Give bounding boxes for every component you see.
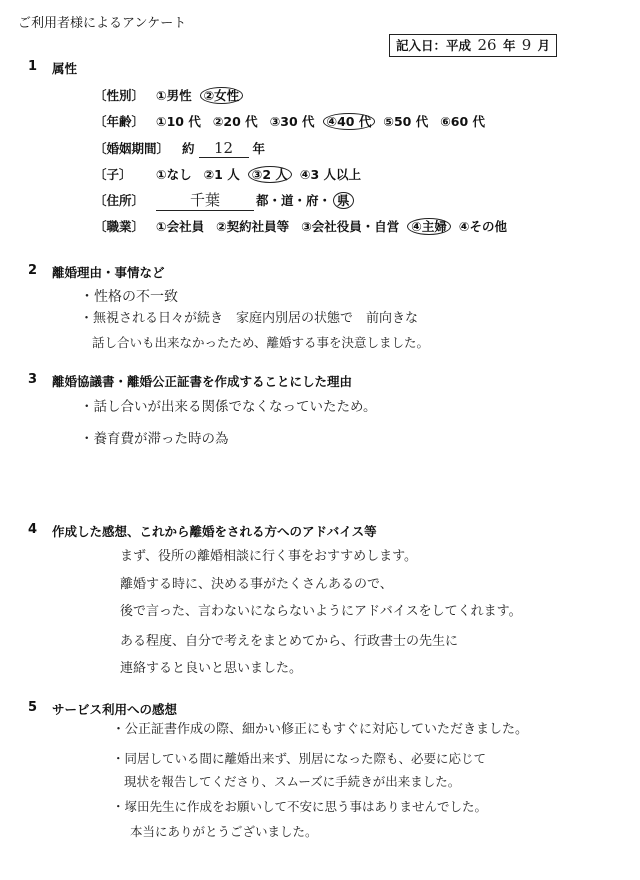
section5-line: ・同居している間に離婚出来ず、別居になった際も、必要に応じて	[112, 751, 487, 766]
section4-line: まず、役所の離婚相談に行く事をおすすめします。	[120, 549, 418, 564]
age-label: 〔年齢〕	[94, 114, 145, 129]
section5-number: 5	[28, 700, 38, 715]
address-prefecture: 千葉	[156, 189, 254, 211]
marriage-years: 12	[199, 139, 249, 158]
section5-line: ・公正証書作成の際、細かい修正にもすぐに対応していただきました。	[112, 722, 529, 737]
children-label: 〔子〕	[94, 167, 132, 182]
age-option: ⑤50 代	[383, 114, 429, 129]
section2-line: ・性格の不一致	[80, 289, 178, 305]
job-label: 〔職業〕	[94, 219, 145, 234]
section2-number: 2	[28, 263, 38, 278]
section4-title: 作成した感想、これから離婚をされる方へのアドバイス等	[52, 524, 377, 539]
date-month: 9	[521, 36, 532, 54]
gender-option-male: ①男性	[156, 88, 192, 103]
age-option: ③30 代	[269, 114, 315, 129]
section4-line: 後で言った、言わないにならないようにアドバイスをしてくれます。	[120, 604, 522, 619]
children-option-selected: ③2 人	[248, 166, 292, 183]
children-option: ④3 人以上	[299, 167, 362, 182]
section5-line: 現状を報告してくださり、スムーズに手続きが出来ました。	[124, 774, 461, 789]
gender-option-female: ②女性	[200, 87, 244, 104]
children-option: ①なし	[156, 167, 192, 182]
section4-line: 離婚する時に、決める事がたくさんあるので、	[120, 577, 393, 592]
section4-line: ある程度、自分で考えをまとめてから、行政書士の先生に	[120, 634, 459, 649]
age-options	[156, 112, 497, 130]
section4-line: 連絡すると良いと思いました。	[120, 661, 303, 676]
age-option: ②20 代	[212, 114, 258, 129]
date-month-unit: 月	[537, 38, 551, 53]
address-value	[156, 189, 362, 211]
age-option: ⑥60 代	[440, 114, 486, 129]
gender-options	[156, 86, 251, 104]
job-options	[156, 217, 519, 235]
gender-label: 〔性別〕	[94, 88, 145, 103]
date-box	[389, 34, 557, 57]
job-option: ③会社役員・自営	[301, 219, 400, 234]
section3-number: 3	[28, 372, 38, 387]
address-suffix: 都・道・府・	[256, 193, 332, 208]
job-option: ②契約社員等	[216, 219, 290, 234]
section3-line: ・養育費が滞った時の為	[80, 431, 229, 447]
section2-line: 話し合いも出来なかったため、離婚する事を決意しました。	[92, 335, 430, 350]
date-year-unit: 年	[503, 38, 516, 53]
section3-line: ・話し合いが出来る関係でなくなっていたため。	[80, 399, 377, 415]
address-suffix-selected: 県	[333, 192, 354, 209]
date-year: 26	[477, 36, 497, 54]
age-option: ①10 代	[156, 114, 201, 129]
section1-title: 属性	[52, 61, 78, 76]
marriage-prefix: 約	[182, 141, 195, 156]
job-option: ④その他	[458, 219, 507, 234]
marriage-unit: 年	[252, 141, 266, 156]
section5-line: 本当にありがとうございました。	[130, 824, 318, 839]
section2-title: 離婚理由・事情など	[52, 265, 165, 280]
children-option: ②1 人	[203, 167, 240, 182]
date-label: 記入日：平成	[396, 38, 472, 53]
section5-title: サービス利用への感想	[52, 702, 178, 717]
marriage-duration	[182, 139, 277, 158]
job-option-selected: ④主婦	[407, 218, 451, 235]
section2-line: ・無視される日々が続き 家庭内別居の状態で 前向きな	[80, 311, 419, 326]
address-label: 〔住所〕	[94, 193, 145, 208]
section4-number: 4	[28, 522, 38, 537]
age-option-selected: ④40 代	[323, 113, 376, 130]
section1-number: 1	[28, 59, 38, 74]
marriage-label: 〔婚姻期間〕	[94, 141, 170, 156]
job-option: ①会社員	[156, 219, 205, 234]
section3-title: 離婚協議書・離婚公正証書を作成することにした理由	[52, 374, 353, 389]
children-options	[156, 165, 373, 183]
section5-line: ・塚田先生に作成をお願いして不安に思う事はありませんでした。	[112, 799, 488, 814]
page-title: ご利用者様によるアンケート	[18, 16, 187, 31]
